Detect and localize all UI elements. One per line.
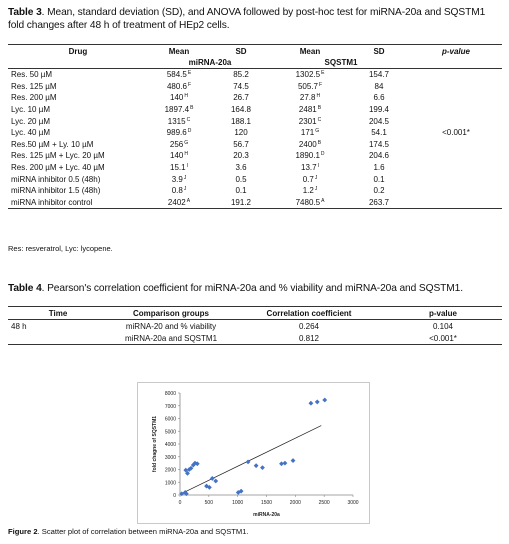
pvalue-cell: <0.001* <box>429 333 457 343</box>
sd-sqstm1-cell-text: 0.2 <box>373 186 385 196</box>
significance-letter: C <box>186 116 191 123</box>
mean-mirna-cell <box>148 127 210 139</box>
drug-cell <box>8 92 148 104</box>
drug-cell <box>8 173 148 185</box>
sd-sqstm1-cell-text: 263.7 <box>368 197 390 207</box>
table3-caption <box>8 6 502 32</box>
drug-cell-text: Lyc. 40 µM <box>11 128 50 138</box>
y-tick-label: 0 <box>173 493 176 499</box>
y-tick-label: 1000 <box>164 480 176 487</box>
table-row <box>8 320 502 333</box>
table-row <box>8 104 502 116</box>
sd-sqstm1-cell <box>348 150 410 162</box>
data-point <box>309 401 314 406</box>
pvalue-cell <box>410 81 502 93</box>
sd-mirna-cell <box>210 173 272 185</box>
mean-mirna-cell-text: 2402 <box>167 197 186 207</box>
table-row <box>8 332 502 345</box>
significance-letter: F <box>187 81 192 88</box>
drug-cell-text: miRNA inhibitor 0.5 (48h) <box>11 174 101 184</box>
group-sqstm1: SQSTM1 <box>324 58 358 67</box>
table-row <box>8 115 502 127</box>
table-row <box>8 127 502 139</box>
header-mean-sqstm1: Mean <box>299 46 321 56</box>
data-point <box>210 476 215 481</box>
sd-mirna-cell <box>210 127 272 139</box>
pvalue-cell <box>410 69 502 81</box>
drug-cell-text: Lyc. 10 µM <box>11 105 50 115</box>
sd-sqstm1-cell-text: 84 <box>374 81 384 91</box>
sd-mirna-cell-text: 0.5 <box>235 174 247 184</box>
mean-mirna-cell-text: 1315 <box>167 116 186 126</box>
data-point <box>283 461 288 466</box>
sd-sqstm1-cell <box>348 104 410 116</box>
table3-caption-label: Table 3 <box>8 7 42 18</box>
pvalue-cell-text: <0.001* <box>442 128 470 138</box>
mean-mirna-cell <box>148 173 210 185</box>
drug-cell-text: Res. 200 µM <box>11 93 57 103</box>
pvalue-cell <box>410 115 502 127</box>
mean-mirna-cell-text: 3.9 <box>171 174 183 184</box>
mean-sqstm1-cell-text: 27.8 <box>299 93 316 103</box>
y-tick-label: 3000 <box>164 454 176 461</box>
scatter-chart <box>138 383 369 523</box>
y-axis-label: fold chagne of SQSTM1 <box>152 415 158 473</box>
mean-sqstm1-cell-text: 2301 <box>298 116 317 126</box>
table-row <box>8 162 502 174</box>
significance-letter: E <box>321 70 325 77</box>
mean-mirna-cell <box>148 185 210 197</box>
mean-sqstm1-cell-text: 7480.5 <box>295 197 321 207</box>
sd-mirna-cell-text: 164.8 <box>230 105 252 115</box>
drug-cell-text: Res. 125 µM + Lyc. 20 µM <box>11 151 105 161</box>
mean-sqstm1-cell <box>272 173 348 185</box>
sd-mirna-cell-text: 74.5 <box>233 81 249 91</box>
mean-sqstm1-cell <box>272 115 348 127</box>
significance-letter: F <box>318 81 323 88</box>
significance-letter: J <box>314 174 318 181</box>
sd-mirna-cell-text: 191.2 <box>230 197 252 207</box>
mean-sqstm1-cell <box>272 150 348 162</box>
mean-mirna-cell <box>148 139 210 151</box>
group-mirna-20a: miRNA-20a <box>188 58 232 67</box>
sd-mirna-cell <box>210 150 272 162</box>
x-axis-label: miRNA-20a <box>253 512 280 518</box>
mean-mirna-cell-text: 989.6 <box>166 128 187 138</box>
table-row <box>8 139 502 151</box>
data-point <box>279 461 284 466</box>
sd-sqstm1-cell <box>348 115 410 127</box>
mean-sqstm1-cell-text: 2481 <box>298 105 317 115</box>
group-cell: miRNA-20a and SQSTM1 <box>124 333 218 343</box>
sd-mirna-cell <box>210 185 272 197</box>
significance-letter: B <box>317 139 322 146</box>
drug-cell <box>8 69 148 81</box>
figure2-caption-label: Figure 2 <box>8 527 38 536</box>
mean-mirna-cell-text: 140 <box>170 151 184 161</box>
table4-caption-text: . Pearson's correlation coefficient for miRNA-20a and % viability and miRNA-20a and SQSTM1. <box>41 283 463 294</box>
pvalue-cell <box>410 104 502 116</box>
mean-sqstm1-cell <box>272 81 348 93</box>
sd-mirna-cell <box>210 92 272 104</box>
drug-cell-text: Res.50 µM + Ly. 10 µM <box>11 139 94 149</box>
drug-cell-text: Res. 50 µM <box>11 70 53 80</box>
sd-mirna-cell-text: 3.6 <box>235 163 247 173</box>
significance-letter: D <box>320 151 325 158</box>
figure2-caption-text: . Scatter plot of correlation between miRNA-20a and SQSTM1. <box>37 527 249 536</box>
mean-sqstm1-cell-text: 2400 <box>298 139 317 149</box>
mean-sqstm1-cell-text: 1890.1 <box>295 151 320 161</box>
pvalue-cell <box>410 127 502 139</box>
mean-mirna-cell-text: 256 <box>169 139 184 149</box>
table-row <box>8 197 502 209</box>
table-row <box>8 92 502 104</box>
header-time: Time <box>48 308 68 318</box>
sd-sqstm1-cell <box>348 173 410 185</box>
drug-cell <box>8 162 148 174</box>
sd-mirna-cell <box>210 69 272 81</box>
sd-sqstm1-cell <box>348 81 410 93</box>
drug-cell <box>8 104 148 116</box>
data-point <box>322 398 327 403</box>
header-correlation-coefficient: Correlation coefficient <box>266 308 352 318</box>
mean-sqstm1-cell <box>272 185 348 197</box>
table-row <box>8 173 502 185</box>
drug-cell <box>8 150 148 162</box>
sd-sqstm1-cell-text: 54.1 <box>371 128 387 138</box>
table3-footnote: Res: resveratrol, Lyc: lycopene. <box>8 244 113 253</box>
table4-caption-label: Table 4 <box>8 283 42 294</box>
significance-letter: J <box>314 186 318 193</box>
sd-sqstm1-cell-text: 154.7 <box>368 70 390 80</box>
sd-sqstm1-cell <box>348 69 410 81</box>
mean-sqstm1-cell <box>272 127 348 139</box>
header-pvalue: p-value <box>441 46 470 56</box>
drug-cell-text: Lyc. 20 µM <box>11 116 50 126</box>
x-tick-label: 2000 <box>289 500 301 506</box>
significance-letter: E <box>187 70 192 77</box>
significance-letter: B <box>317 105 322 112</box>
mean-mirna-cell <box>148 162 210 174</box>
mean-sqstm1-cell <box>272 69 348 81</box>
significance-letter: H <box>184 151 188 158</box>
x-tick-label: 1500 <box>260 500 273 506</box>
sd-sqstm1-cell <box>348 92 410 104</box>
mean-mirna-cell <box>148 150 210 162</box>
header-p-value: p-value <box>428 308 457 318</box>
sd-sqstm1-cell-text: 0.1 <box>373 174 385 184</box>
header-sd-mirna: SD <box>235 46 247 56</box>
sd-mirna-cell-text: 26.7 <box>233 93 249 103</box>
mean-mirna-cell <box>148 197 210 209</box>
header-mean-mirna: Mean <box>168 46 190 56</box>
mean-mirna-cell <box>148 104 210 116</box>
mean-mirna-cell <box>148 115 210 127</box>
sd-sqstm1-cell <box>348 127 410 139</box>
sd-mirna-cell <box>210 104 272 116</box>
mean-sqstm1-cell-text: 0.7 <box>302 174 314 184</box>
time-cell <box>8 332 108 345</box>
drug-cell <box>8 139 148 151</box>
mean-sqstm1-cell <box>272 104 348 116</box>
drug-cell <box>8 115 148 127</box>
drug-cell-text: miRNA inhibitor control <box>11 197 93 207</box>
significance-letter: J <box>183 174 187 181</box>
pvalue-cell <box>410 92 502 104</box>
y-tick-label: 4000 <box>164 442 176 448</box>
sd-sqstm1-cell-text: 1.6 <box>373 163 385 173</box>
sd-sqstm1-cell <box>348 162 410 174</box>
time-cell: 48 h <box>11 321 27 331</box>
scatter-chart-frame <box>137 382 370 524</box>
pvalue-cell <box>410 197 502 209</box>
header-comparison-groups: Comparison groups <box>132 308 209 318</box>
sd-mirna-cell-text: 0.1 <box>235 186 247 196</box>
table-row <box>8 150 502 162</box>
y-tick-label: 6000 <box>164 416 176 423</box>
mean-mirna-cell-text: 0.8 <box>171 186 183 196</box>
significance-letter: A <box>186 197 191 204</box>
mean-sqstm1-cell <box>272 139 348 151</box>
significance-letter: D <box>187 128 192 135</box>
sd-sqstm1-cell-text: 6.6 <box>373 93 385 103</box>
sd-sqstm1-cell-text: 204.6 <box>368 151 390 161</box>
coef-cell: 0.264 <box>298 321 320 331</box>
mean-mirna-cell <box>148 92 210 104</box>
x-tick-label: 3000 <box>347 500 359 506</box>
table-row <box>8 69 502 81</box>
sd-mirna-cell-text: 56.7 <box>233 139 249 149</box>
pvalue-cell <box>410 162 502 174</box>
sd-mirna-cell-text: 20.3 <box>233 151 249 161</box>
coef-cell: 0.812 <box>298 333 320 343</box>
mean-mirna-cell-text: 1897.4 <box>164 105 190 115</box>
sd-mirna-cell <box>210 162 272 174</box>
mean-sqstm1-cell <box>272 197 348 209</box>
trend-line <box>180 426 321 495</box>
significance-letter: G <box>315 128 320 135</box>
pvalue-cell <box>410 150 502 162</box>
y-tick-label: 7000 <box>164 403 176 410</box>
table-row <box>8 81 502 93</box>
mean-mirna-cell <box>148 81 210 93</box>
pvalue-cell <box>410 139 502 151</box>
figure2-caption <box>8 527 249 536</box>
sd-sqstm1-cell-text: 204.5 <box>368 116 390 126</box>
mean-sqstm1-cell-text: 13.7 <box>301 163 317 173</box>
drug-cell-text: Res. 200 µM + Lyc. 40 µM <box>11 163 105 173</box>
pvalue-cell <box>410 185 502 197</box>
pvalue-cell: 0.104 <box>432 321 454 331</box>
drug-cell <box>8 81 148 93</box>
header-drug: Drug <box>68 46 88 56</box>
mean-mirna-cell-text: 15.1 <box>170 163 186 173</box>
table3-caption-text: . Mean, standard deviation (SD), and ANOVA followed by post-hoc test for miRNA-20a and SQSTM1 fold changes after 48 h of treatment of HEp2 cells. <box>8 7 486 31</box>
data-point <box>213 479 218 484</box>
data-point <box>260 465 265 470</box>
mean-sqstm1-cell <box>272 92 348 104</box>
sd-mirna-cell-text: 120 <box>234 128 248 138</box>
mean-sqstm1-cell-text: 1.2 <box>302 186 314 196</box>
x-tick-label: 1000 <box>232 500 244 506</box>
mean-mirna-cell <box>148 69 210 81</box>
sd-sqstm1-cell-text: 174.5 <box>368 139 390 149</box>
table4 <box>8 306 502 345</box>
table4-caption <box>8 282 502 295</box>
pvalue-cell <box>410 173 502 185</box>
drug-cell-text: miRNA inhibitor 1.5 (48h) <box>11 186 101 196</box>
sd-mirna-cell <box>210 115 272 127</box>
x-tick-label: 500 <box>204 500 214 506</box>
significance-letter: H <box>184 93 188 100</box>
drug-cell <box>8 127 148 139</box>
sd-sqstm1-cell <box>348 139 410 151</box>
sd-mirna-cell <box>210 81 272 93</box>
significance-letter: I <box>317 163 319 170</box>
table3 <box>8 44 502 209</box>
mean-sqstm1-cell-text: 1302.5 <box>295 70 321 80</box>
mean-mirna-cell-text: 480.6 <box>166 81 187 91</box>
significance-letter: I <box>186 163 188 170</box>
header-sd-sqstm1: SD <box>373 46 385 56</box>
sd-mirna-cell <box>210 197 272 209</box>
drug-cell <box>8 197 148 209</box>
mean-sqstm1-cell-text: 171 <box>300 128 315 138</box>
sd-mirna-cell-text: 188.1 <box>230 116 252 126</box>
significance-letter: G <box>184 139 189 146</box>
sd-mirna-cell-text: 85.2 <box>233 70 249 80</box>
drug-cell <box>8 185 148 197</box>
x-tick-label: 2500 <box>318 500 330 506</box>
significance-letter: H <box>316 93 321 100</box>
significance-letter: A <box>321 197 325 204</box>
sd-mirna-cell <box>210 139 272 151</box>
significance-letter: J <box>183 186 187 193</box>
table-row <box>8 185 502 197</box>
data-point <box>254 463 259 468</box>
drug-cell-text: Res. 125 µM <box>11 81 57 91</box>
significance-letter: C <box>317 116 322 123</box>
data-point <box>315 400 320 405</box>
sd-sqstm1-cell <box>348 197 410 209</box>
data-point <box>291 458 296 463</box>
y-tick-label: 2000 <box>164 467 176 474</box>
table3-body <box>8 69 502 209</box>
mean-sqstm1-cell-text: 505.7 <box>297 81 318 91</box>
sd-sqstm1-cell-text: 199.4 <box>368 105 390 115</box>
mean-mirna-cell-text: 140 <box>170 93 184 103</box>
y-tick-label: 5000 <box>164 429 176 436</box>
sd-sqstm1-cell <box>348 185 410 197</box>
significance-letter: B <box>190 105 194 112</box>
mean-mirna-cell-text: 584.5 <box>166 70 187 80</box>
y-tick-label: 8000 <box>164 391 176 397</box>
mean-sqstm1-cell <box>272 162 348 174</box>
x-tick-label: 0 <box>178 500 182 506</box>
group-cell: miRNA-20 and % viability <box>125 321 217 331</box>
